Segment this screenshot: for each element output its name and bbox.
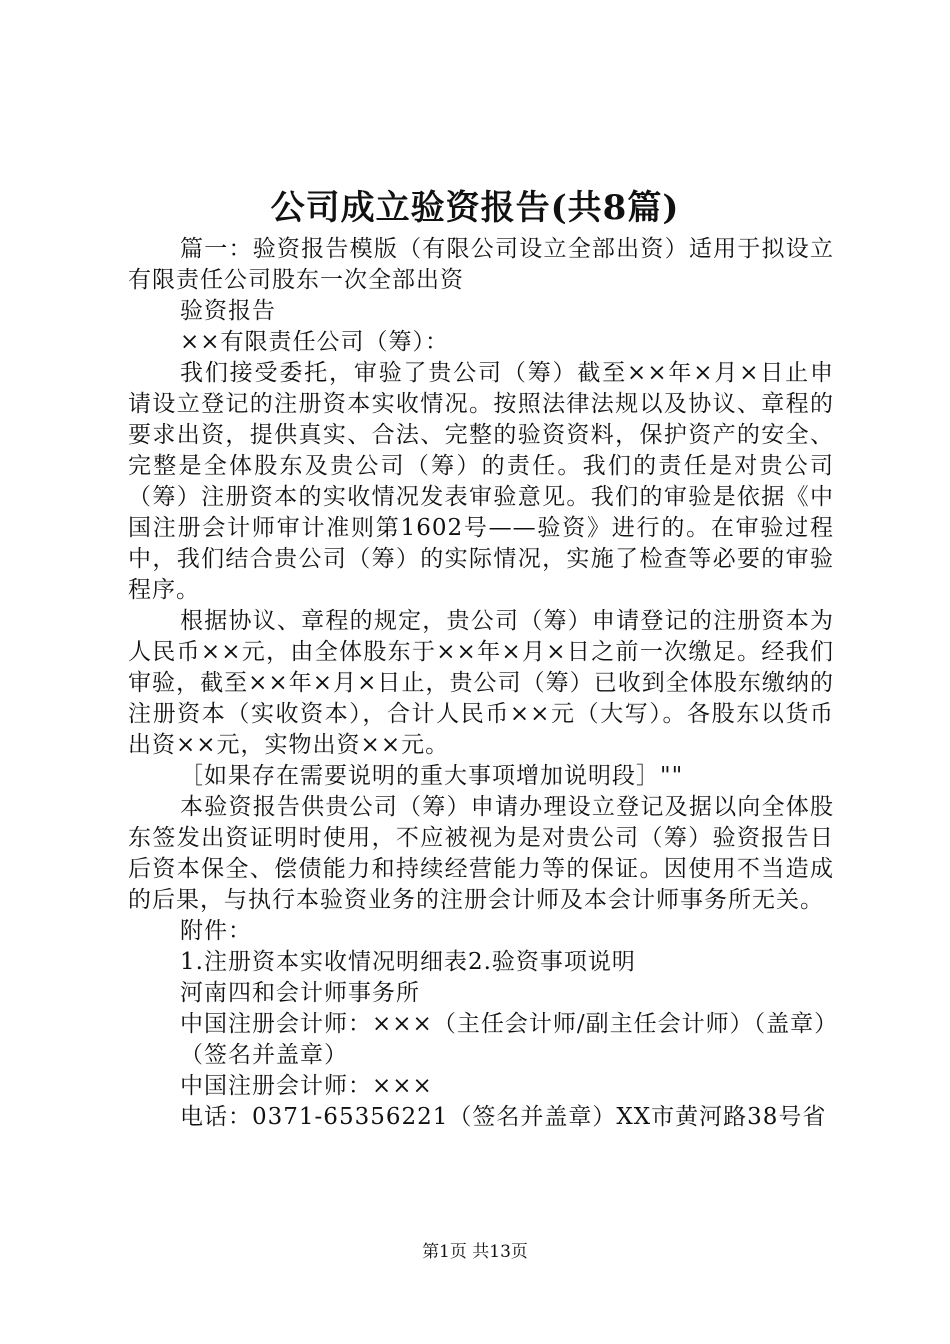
- paragraph-cpa-chief: 中国注册会计师：×××（主任会计师/副主任会计师）（盖章）: [180, 1011, 839, 1037]
- paragraph-report-heading: 验资报告: [180, 298, 276, 324]
- paragraph-attachments-list: 1.注册资本实收情况明细表2.验资事项说明: [180, 949, 636, 975]
- paragraph-explanation-note: ［如果存在需要说明的重大事项增加说明段］"": [180, 763, 684, 789]
- paragraph-signature-note: （签名并盖章）: [180, 1042, 348, 1068]
- paragraph-addressee: ××有限责任公司（筹）：: [180, 329, 450, 355]
- document-title: 公司成立验资报告(共8篇): [270, 188, 680, 228]
- paragraph-capital: 根据协议、章程的规定，贵公司（筹）申请登记的注册资本为人民币××元，由全体股东于××年×月×日之前一次缴足。经我们审验，截至××年×月×日止，贵公司（筹）已收到全体股东缴纳的注册资本（实收资本），合计人民币××元（大写）。各股东以货币出资××元，实物出资××元。: [128, 608, 834, 758]
- paragraph-cpa-second: 中国注册会计师：×××: [180, 1073, 433, 1099]
- document-body: [128, 234, 839, 1133]
- paragraph-intro: 篇一：验资报告模版（有限公司设立全部出资）适用于拟设立有限责任公司股东一次全部出资: [128, 236, 834, 293]
- page-footer: 第1页 共13页: [422, 1242, 528, 1262]
- paragraph-firm-name: 河南四和会计师事务所: [180, 980, 420, 1006]
- paragraph-contact: 电话：0371-65356221（签名并盖章）XX市黄河路38号省: [180, 1104, 827, 1130]
- paragraph-attachments-label: 附件：: [180, 918, 252, 944]
- paragraph-usage: 本验资报告供贵公司（筹）申请办理设立登记及据以向全体股东签发出资证明时使用，不应被视为是对贵公司（筹）验资报告日后资本保全、偿债能力和持续经营能力等的保证。因使用不当造成的后果，与执行本验资业务的注册会计师及本会计师事务所无关。: [128, 794, 834, 913]
- paragraph-responsibility: 我们接受委托，审验了贵公司（筹）截至××年×月×日止申请设立登记的注册资本实收情况。按照法律法规以及协议、章程的要求出资，提供真实、合法、完整的验资资料，保护资产的安全、完整是全体股东及贵公司（筹）的责任。我们的责任是对贵公司（筹）注册资本的实收情况发表审验意见。我们的审验是依据《中国注册会计师审计准则第1602号——验资》进行的。在审验过程中，我们结合贵公司（筹）的实际情况，实施了检查等必要的审验程序。: [128, 360, 834, 603]
